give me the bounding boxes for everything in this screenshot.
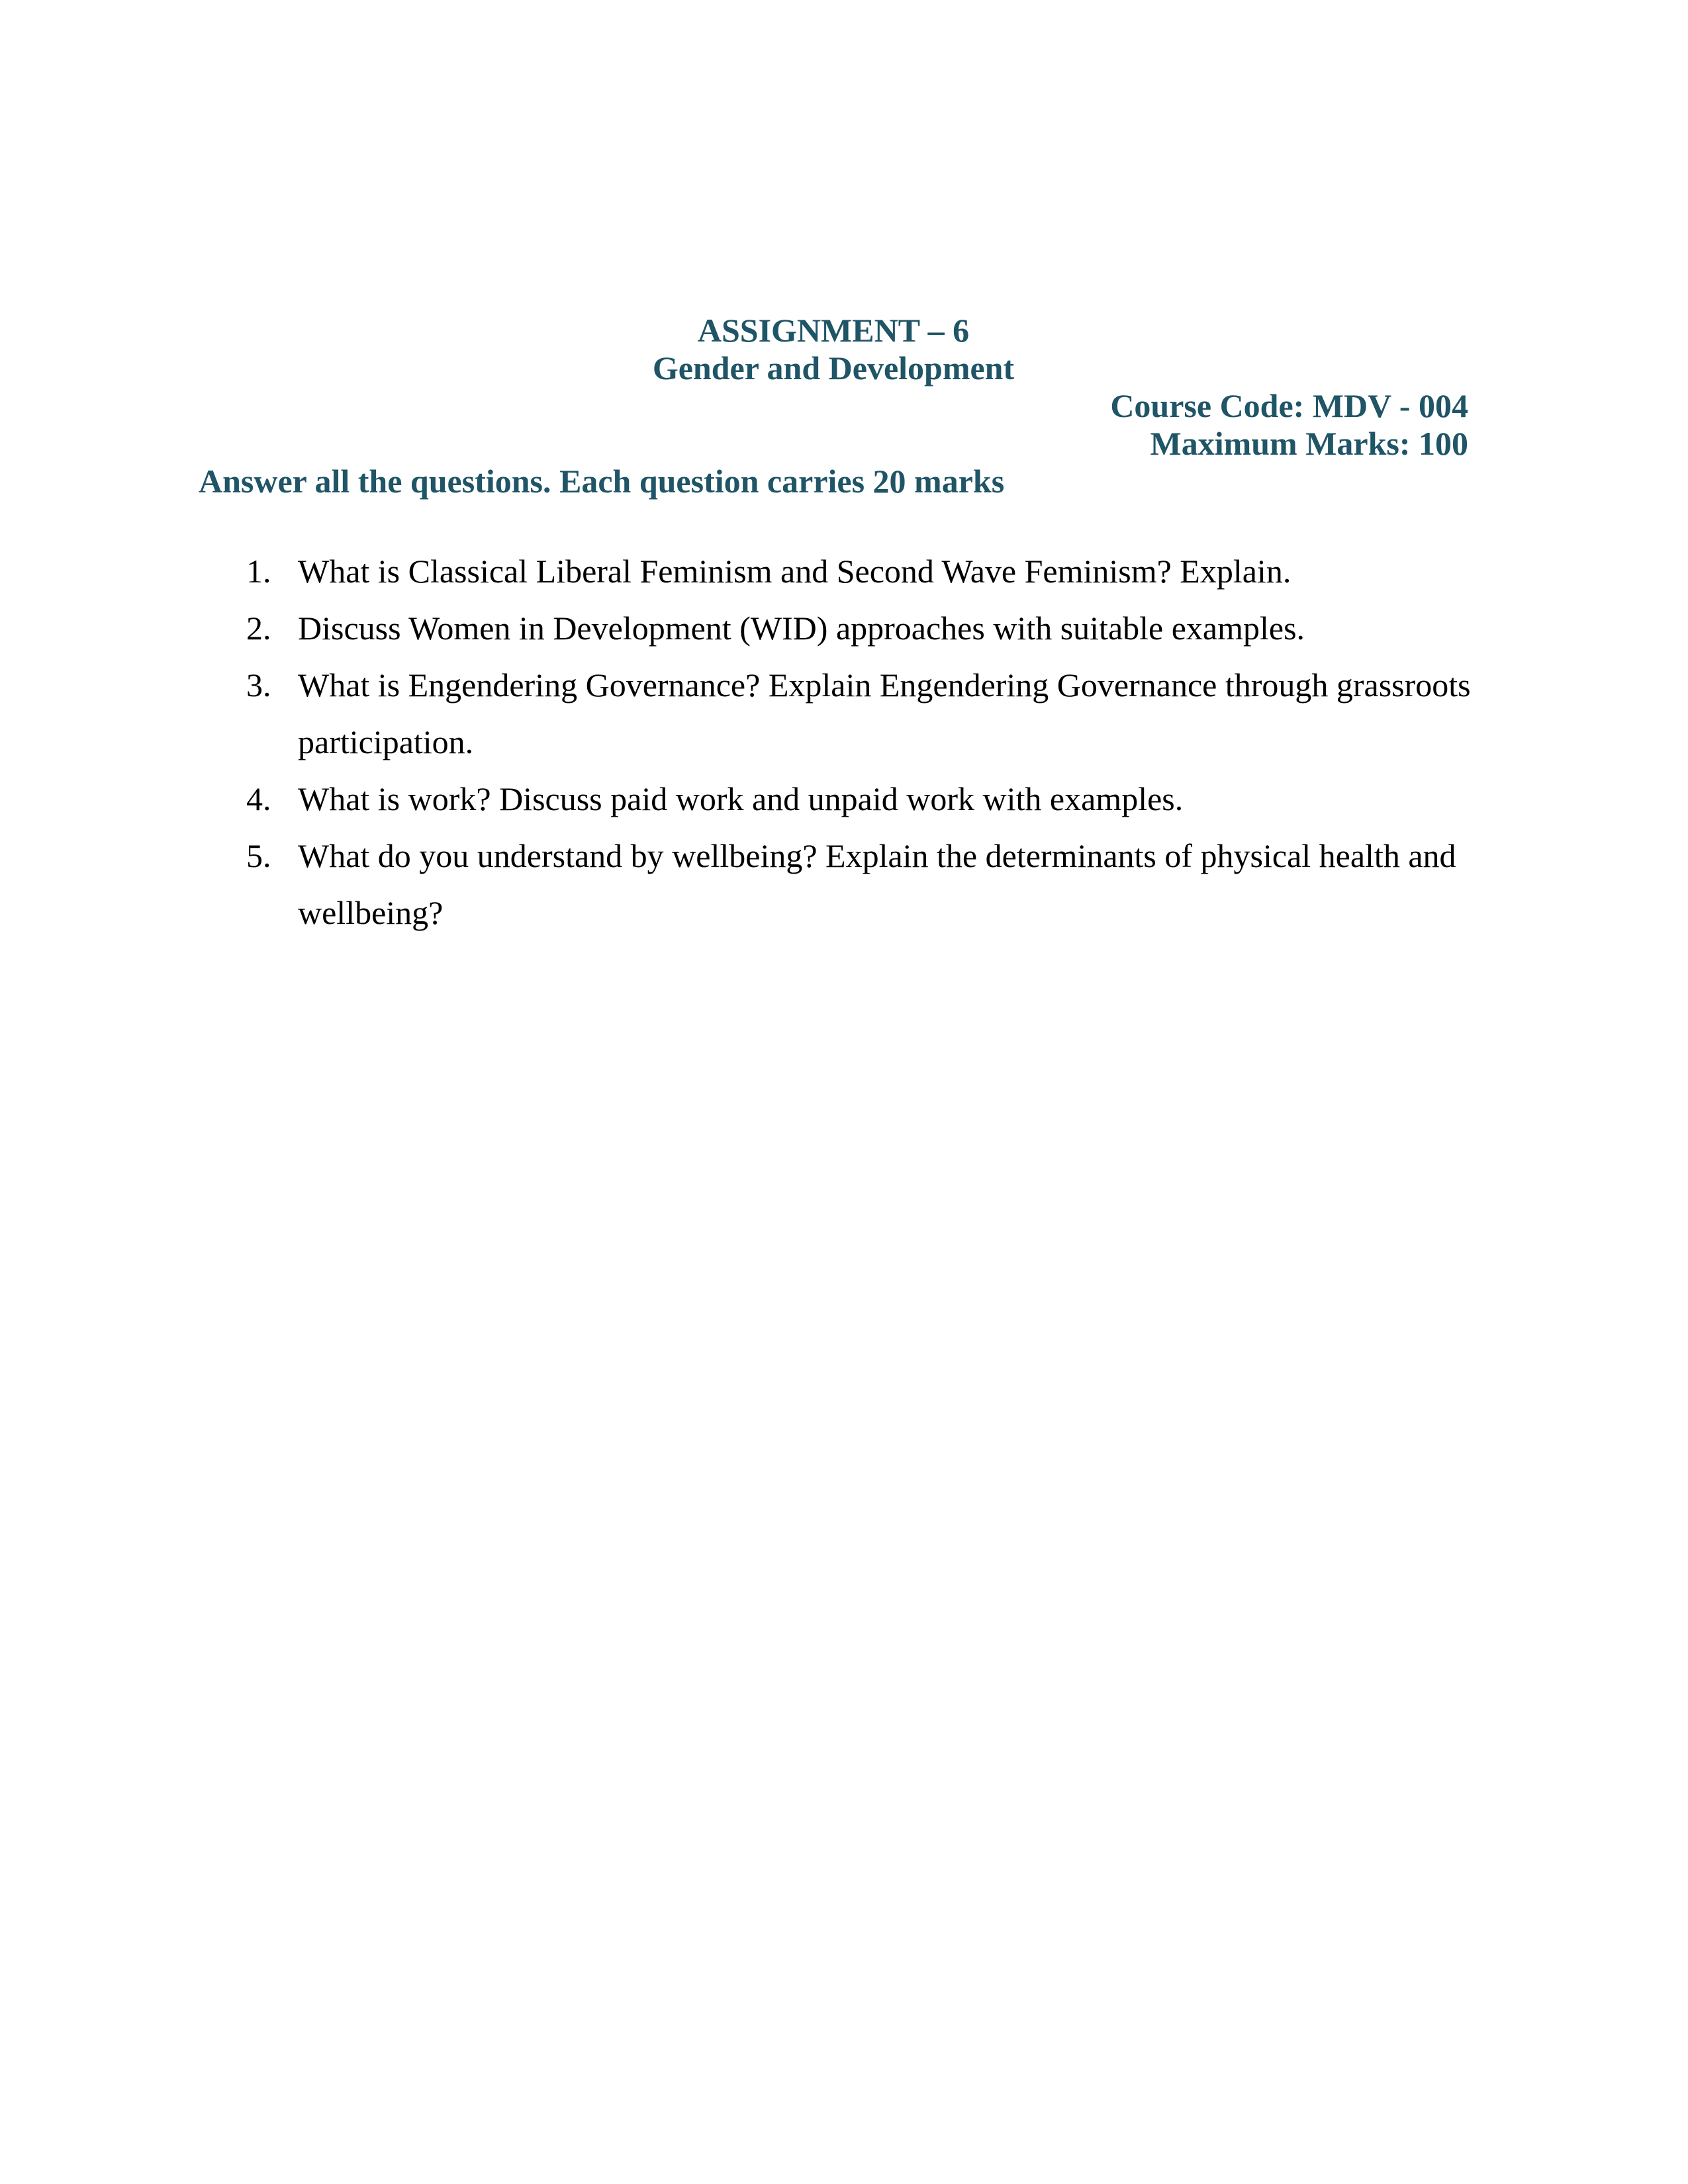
question-number: 2. [246,610,271,647]
instructions: Answer all the questions. Each question carries 20 marks [199,463,1005,500]
question-number: 4. [246,780,271,817]
question-item [238,827,1483,941]
course-code: Course Code: MDV - 004 [1110,387,1468,424]
question-item [238,770,1483,827]
question-number: 3. [246,666,271,704]
question-item [238,543,1483,600]
assignment-title: ASSIGNMENT – 6 [697,312,970,349]
course-subtitle: Gender and Development [652,349,1015,387]
maximum-marks: Maximum Marks: 100 [1150,425,1468,462]
question-item [238,600,1483,657]
question-list [238,543,1483,941]
question-text: What is Classical Liberal Feminism and Second Wave Feminism? Explain. [298,553,1291,590]
question-item [238,657,1483,770]
question-number: 5. [246,837,271,874]
question-text: Discuss Women in Development (WID) approaches with suitable examples. [298,610,1305,647]
question-text: What is Engendering Governance? Explain Engendering Governance through grassroots participation. [298,666,1471,760]
question-number: 1. [246,553,271,590]
question-text: What is work? Discuss paid work and unpaid work with examples. [298,780,1184,817]
question-text: What do you understand by wellbeing? Explain the determinants of physical health and wellbeing? [298,837,1456,931]
